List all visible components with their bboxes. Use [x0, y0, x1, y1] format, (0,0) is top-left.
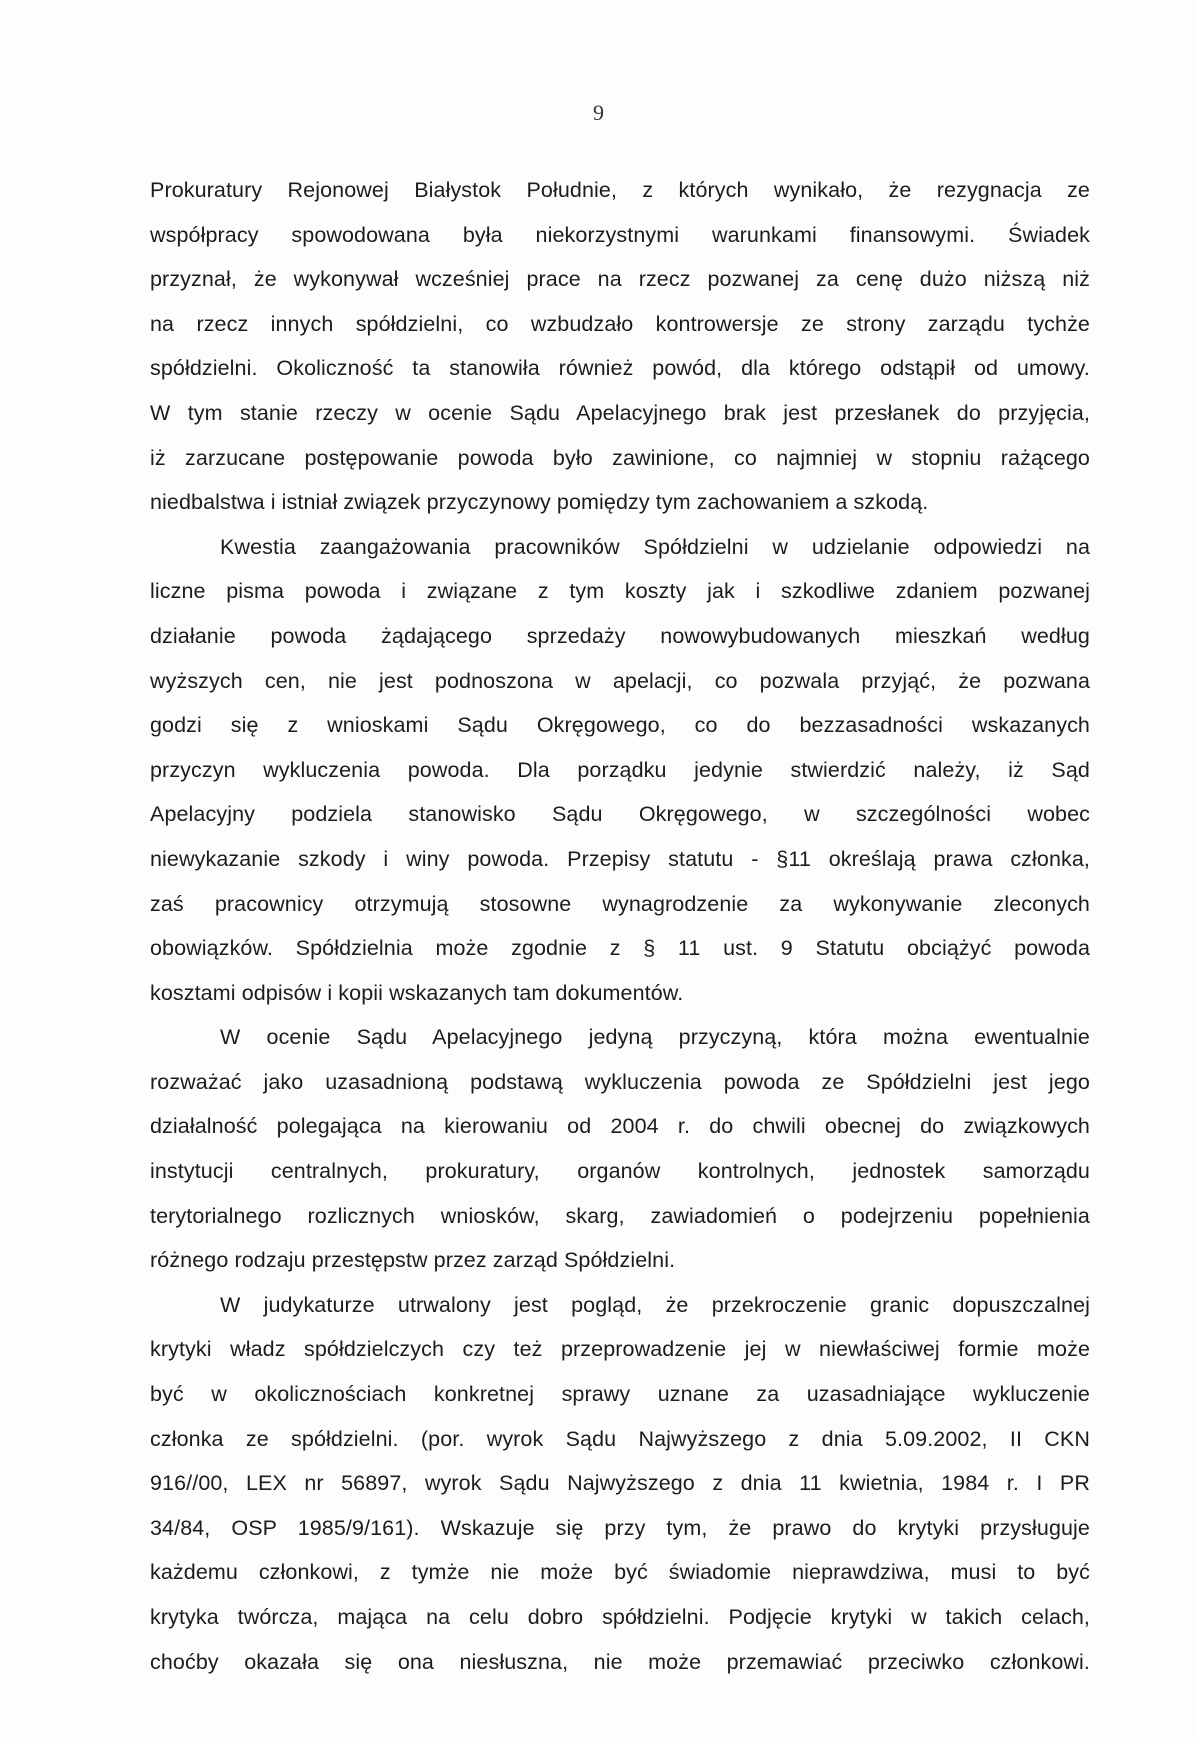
text-line: Kwestia zaangażowania pracowników Spółdzielni w udzielanie odpowiedzi na: [220, 534, 1090, 559]
text-line: niedbalstwa i istniał związek przyczynowy pomiędzy tym zachowaniem a szkodą.: [150, 490, 929, 515]
text-line: Apelacyjny podziela stanowisko Sądu Okręgowego, w szczególności wobec: [150, 802, 1090, 827]
text-line: 34/84, OSP 1985/9/161). Wskazuje się przy tym, że prawo do krytyki przysługuje: [150, 1515, 1090, 1540]
text-line: instytucji centralnych, prokuratury, organów kontrolnych, jednostek samorządu: [150, 1159, 1090, 1184]
text-line: 916//00, LEX nr 56897, wyrok Sądu Najwyższego z dnia 11 kwietnia, 1984 r. I PR: [150, 1471, 1090, 1496]
text-line: każdemu członkowi, z tymże nie może być świadomie nieprawdziwa, musi to być: [150, 1560, 1090, 1585]
page-number: 9: [593, 100, 604, 125]
text-line: różnego rodzaju przestępstw przez zarząd Spółdzielni.: [150, 1248, 676, 1273]
document-body: [150, 168, 1090, 1684]
text-line: W tym stanie rzeczy w ocenie Sądu Apelacyjnego brak jest przesłanek do przyjęcia,: [150, 400, 1090, 425]
text-line: W judykaturze utrwalony jest pogląd, że przekroczenie granic dopuszczalnej: [220, 1292, 1090, 1317]
text-line: na rzecz innych spółdzielni, co wzbudzało kontrowersje ze strony zarządu tychże: [150, 311, 1090, 336]
text-line: współpracy spowodowana była niekorzystnymi warunkami finansowymi. Świadek: [150, 222, 1090, 247]
text-line: obowiązków. Spółdzielnia może zgodnie z § 11 ust. 9 Statutu obciążyć powoda: [150, 936, 1090, 961]
text-line: członka ze spółdzielni. (por. wyrok Sądu Najwyższego z dnia 5.09.2002, II CKN: [150, 1426, 1090, 1451]
text-line: Prokuratury Rejonowej Białystok Południe, z których wynikało, że rezygnacja ze: [150, 178, 1090, 202]
text-line: krytyki władz spółdzielczych czy też przeprowadzenie jej w niewłaściwej formie może: [150, 1337, 1090, 1362]
text-line: liczne pisma powoda i związane z tym koszty jak i szkodliwe zdaniem pozwanej: [150, 579, 1090, 604]
text-line: rozważać jako uzasadnioną podstawą wykluczenia powoda ze Spółdzielni jest jego: [150, 1069, 1090, 1094]
text-line: choćby okazała się ona niesłuszna, nie może przemawiać przeciwko członkowi.: [150, 1649, 1090, 1674]
text-line: niewykazanie szkody i winy powoda. Przepisy statutu - §11 określają prawa członka,: [150, 846, 1090, 871]
text-line: przyczyn wykluczenia powoda. Dla porządku jedynie stwierdzić należy, iż Sąd: [150, 757, 1090, 782]
text-line: W ocenie Sądu Apelacyjnego jedyną przyczyną, która można ewentualnie: [220, 1025, 1090, 1050]
text-line: wyższych cen, nie jest podnoszona w apelacji, co pozwala przyjąć, że pozwana: [150, 668, 1090, 693]
text-line: działanie powoda żądającego sprzedaży nowowybudowanych mieszkań według: [150, 623, 1090, 648]
text-line: godzi się z wnioskami Sądu Okręgowego, co do bezzasadności wskazanych: [150, 713, 1090, 738]
text-line: spółdzielni. Okoliczność ta stanowiła również powód, dla którego odstąpił od umowy.: [150, 356, 1090, 381]
text-line: krytyka twórcza, mająca na celu dobro spółdzielni. Podjęcie krytyki w takich celach,: [150, 1605, 1090, 1629]
text-line: kosztami odpisów i kopii wskazanych tam dokumentów.: [150, 980, 684, 1005]
text-line: terytorialnego rozlicznych wniosków, skarg, zawiadomień o podejrzeniu popełnienia: [150, 1203, 1090, 1228]
text-line: działalność polegająca na kierowaniu od 2004 r. do chwili obecnej do związkowych: [150, 1114, 1090, 1139]
text-line: zaś pracownicy otrzymują stosowne wynagrodzenie za wykonywanie zleconych: [150, 891, 1090, 916]
text-line: przyznał, że wykonywał wcześniej prace na rzecz pozwanej za cenę dużo niższą niż: [150, 267, 1090, 292]
text-line: być w okolicznościach konkretnej sprawy uznane za uzasadniające wykluczenie: [150, 1382, 1090, 1407]
text-line: iż zarzucane postępowanie powoda było zawinione, co najmniej w stopniu rażącego: [150, 445, 1090, 470]
